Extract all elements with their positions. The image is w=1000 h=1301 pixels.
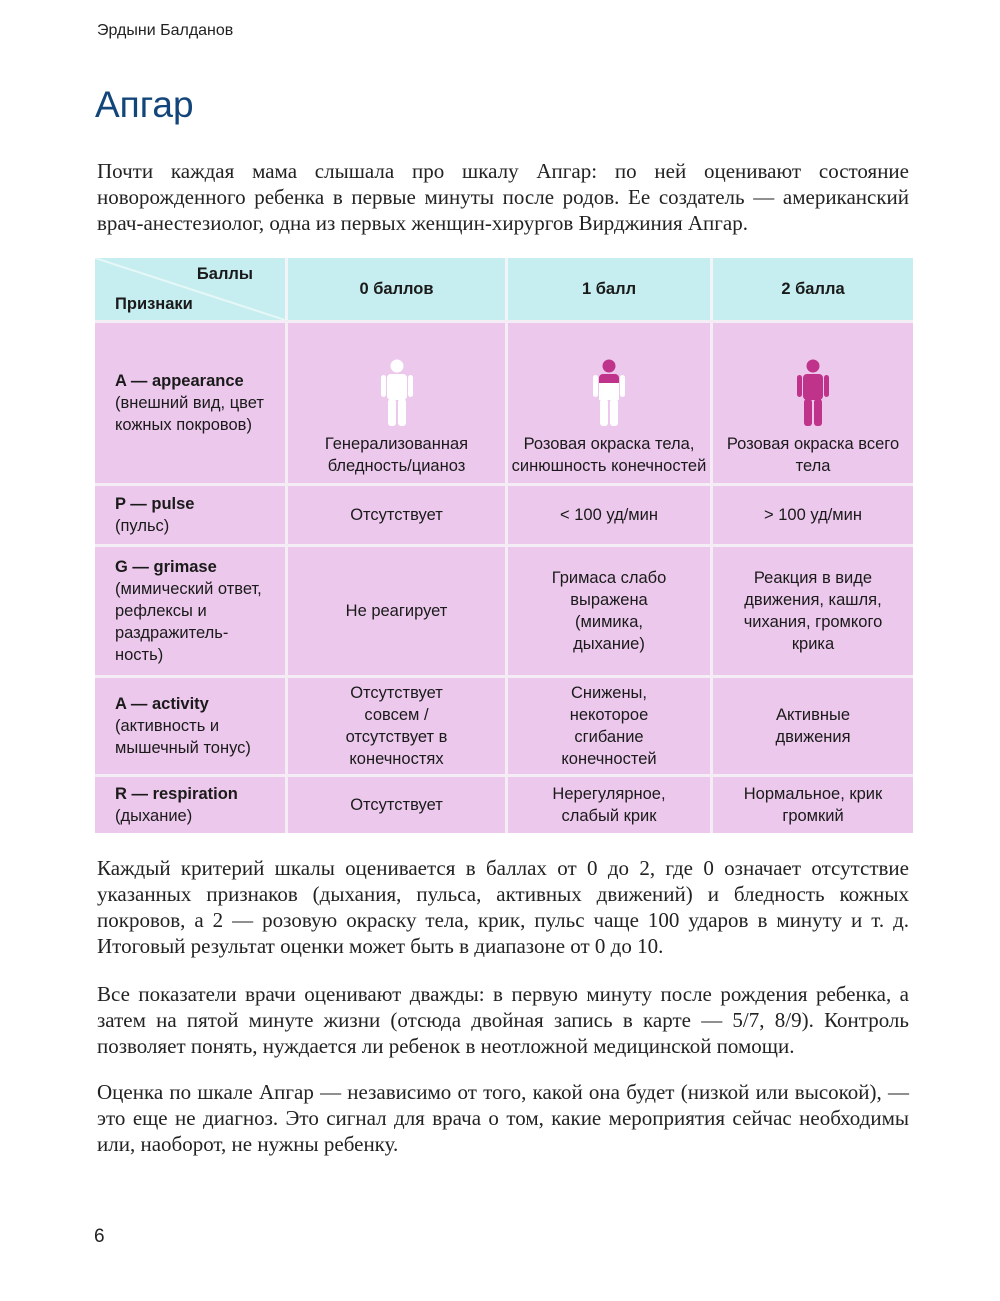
score-cell (508, 774, 713, 833)
table-header-row (95, 258, 913, 320)
score-cell: Не реагирует (288, 544, 508, 675)
score-cell (713, 544, 913, 675)
score-cell (288, 320, 508, 483)
table-row (95, 774, 913, 833)
sign-cell (95, 675, 288, 774)
score-text: Розовая окраска всего тела (726, 435, 900, 475)
table-row (95, 320, 913, 483)
intro-paragraph: Почти каждая мама слышала про шкалу Апгар: по ней оценивают состояние новорожденного ребенка в первые минуты после родов. Ее создатель — американский врач-анестезиолог, одна из первых женщин-хирургов Вирджиния Апгар. (97, 159, 909, 235)
score-text: Активные движения (775, 706, 851, 746)
score-cell: Отсутствует (288, 774, 508, 833)
sign-title: G — grimase (115, 558, 217, 576)
score-cell (713, 774, 913, 833)
sign-description: (мимический ответ, рефлексы и раздражитель-ность) (115, 580, 262, 664)
table-row (95, 544, 913, 675)
page-number: 6 (94, 1226, 105, 1247)
sign-cell (95, 483, 288, 544)
col-header-0-points: 0 баллов (288, 258, 508, 320)
score-text: Отсутствует совсем / отсутствует в конечностях (345, 684, 448, 768)
score-cell (713, 320, 913, 483)
score-cell: > 100 уд/мин (713, 483, 913, 544)
not-diagnosis-paragraph: Оценка по шкале Апгар — независимо от того, какой она будет (низкой или высокой), — это еще не диагноз. Это сигнал для врача о том, какие мероприятия сейчас необходимы или, наоборот, не нужны ребенку. (97, 1080, 909, 1156)
table-row (95, 675, 913, 774)
sign-title: A — activity (115, 695, 209, 713)
score-cell (508, 675, 713, 774)
score-text: Генерализованная бледность/цианоз (324, 435, 469, 475)
sign-title: P — pulse (115, 495, 195, 513)
pale-baby-icon (381, 359, 413, 427)
page-title: Апгар (95, 84, 194, 125)
criteria-paragraph: Каждый критерий шкалы оценивается в баллах от 0 до 2, где 0 означает отсутствие указанных признаков (дыхания, пульса, активных движений) и бледность кожных покровов, а 2 — розовую окраску тела, крик, пульс чаще 100 ударов в минуту и т. д. Итоговый результат оценки может быть в диапазоне от 0 до 10. (97, 856, 909, 958)
col-header-1-point: 1 балл (508, 258, 713, 320)
sign-description: (дыхание) (115, 807, 193, 825)
assessment-timing-paragraph: Все показатели врачи оценивают дважды: в первую минуту после рождения ребенка, а затем на пятой минуте жизни (отсюда двойная запись в карте — 5/7, 8/9). Контроль позволяет понять, нуждается ли ребенок в неотложной медицинской помощи. (97, 982, 909, 1058)
score-cell (508, 544, 713, 675)
score-text: Реакция в виде движения, кашля, чихания, громкого крика (743, 569, 883, 653)
sign-title: R — respiration (115, 785, 238, 803)
score-cell (713, 675, 913, 774)
table-row (95, 483, 913, 544)
sign-description: (внешний вид, цвет кожных покровов) (115, 394, 264, 434)
score-cell (508, 320, 713, 483)
score-text: Гримаса слабо выражена (мимика, дыхание) (551, 569, 667, 653)
table-corner-header (95, 258, 288, 320)
running-header-author: Эрдыни Балданов (97, 22, 234, 39)
sign-description: (активность и мышечный тонус) (115, 717, 251, 757)
score-text: Нерегулярное, слабый крик (552, 785, 666, 825)
sign-cell (95, 320, 288, 483)
pink-torso-baby-icon (593, 359, 625, 427)
apgar-score-table (95, 258, 913, 833)
col-header-2-points: 2 балла (713, 258, 913, 320)
sign-cell (95, 544, 288, 675)
sign-description: (пульс) (115, 517, 170, 535)
header-signs-label: Признаки (115, 295, 193, 313)
score-text: Нормальное, крик громкий (743, 785, 883, 825)
header-scores-label: Баллы (196, 265, 253, 283)
score-text: Снижены, некоторое сгибание конечностей (561, 684, 657, 768)
score-cell: Отсутствует (288, 483, 508, 544)
score-cell: < 100 уд/мин (508, 483, 713, 544)
sign-cell (95, 774, 288, 833)
score-text: Розовая окраска тела, синюшность конечностей (511, 435, 707, 475)
sign-title: A — appearance (115, 372, 244, 390)
score-cell (288, 675, 508, 774)
pink-baby-icon (797, 359, 829, 427)
